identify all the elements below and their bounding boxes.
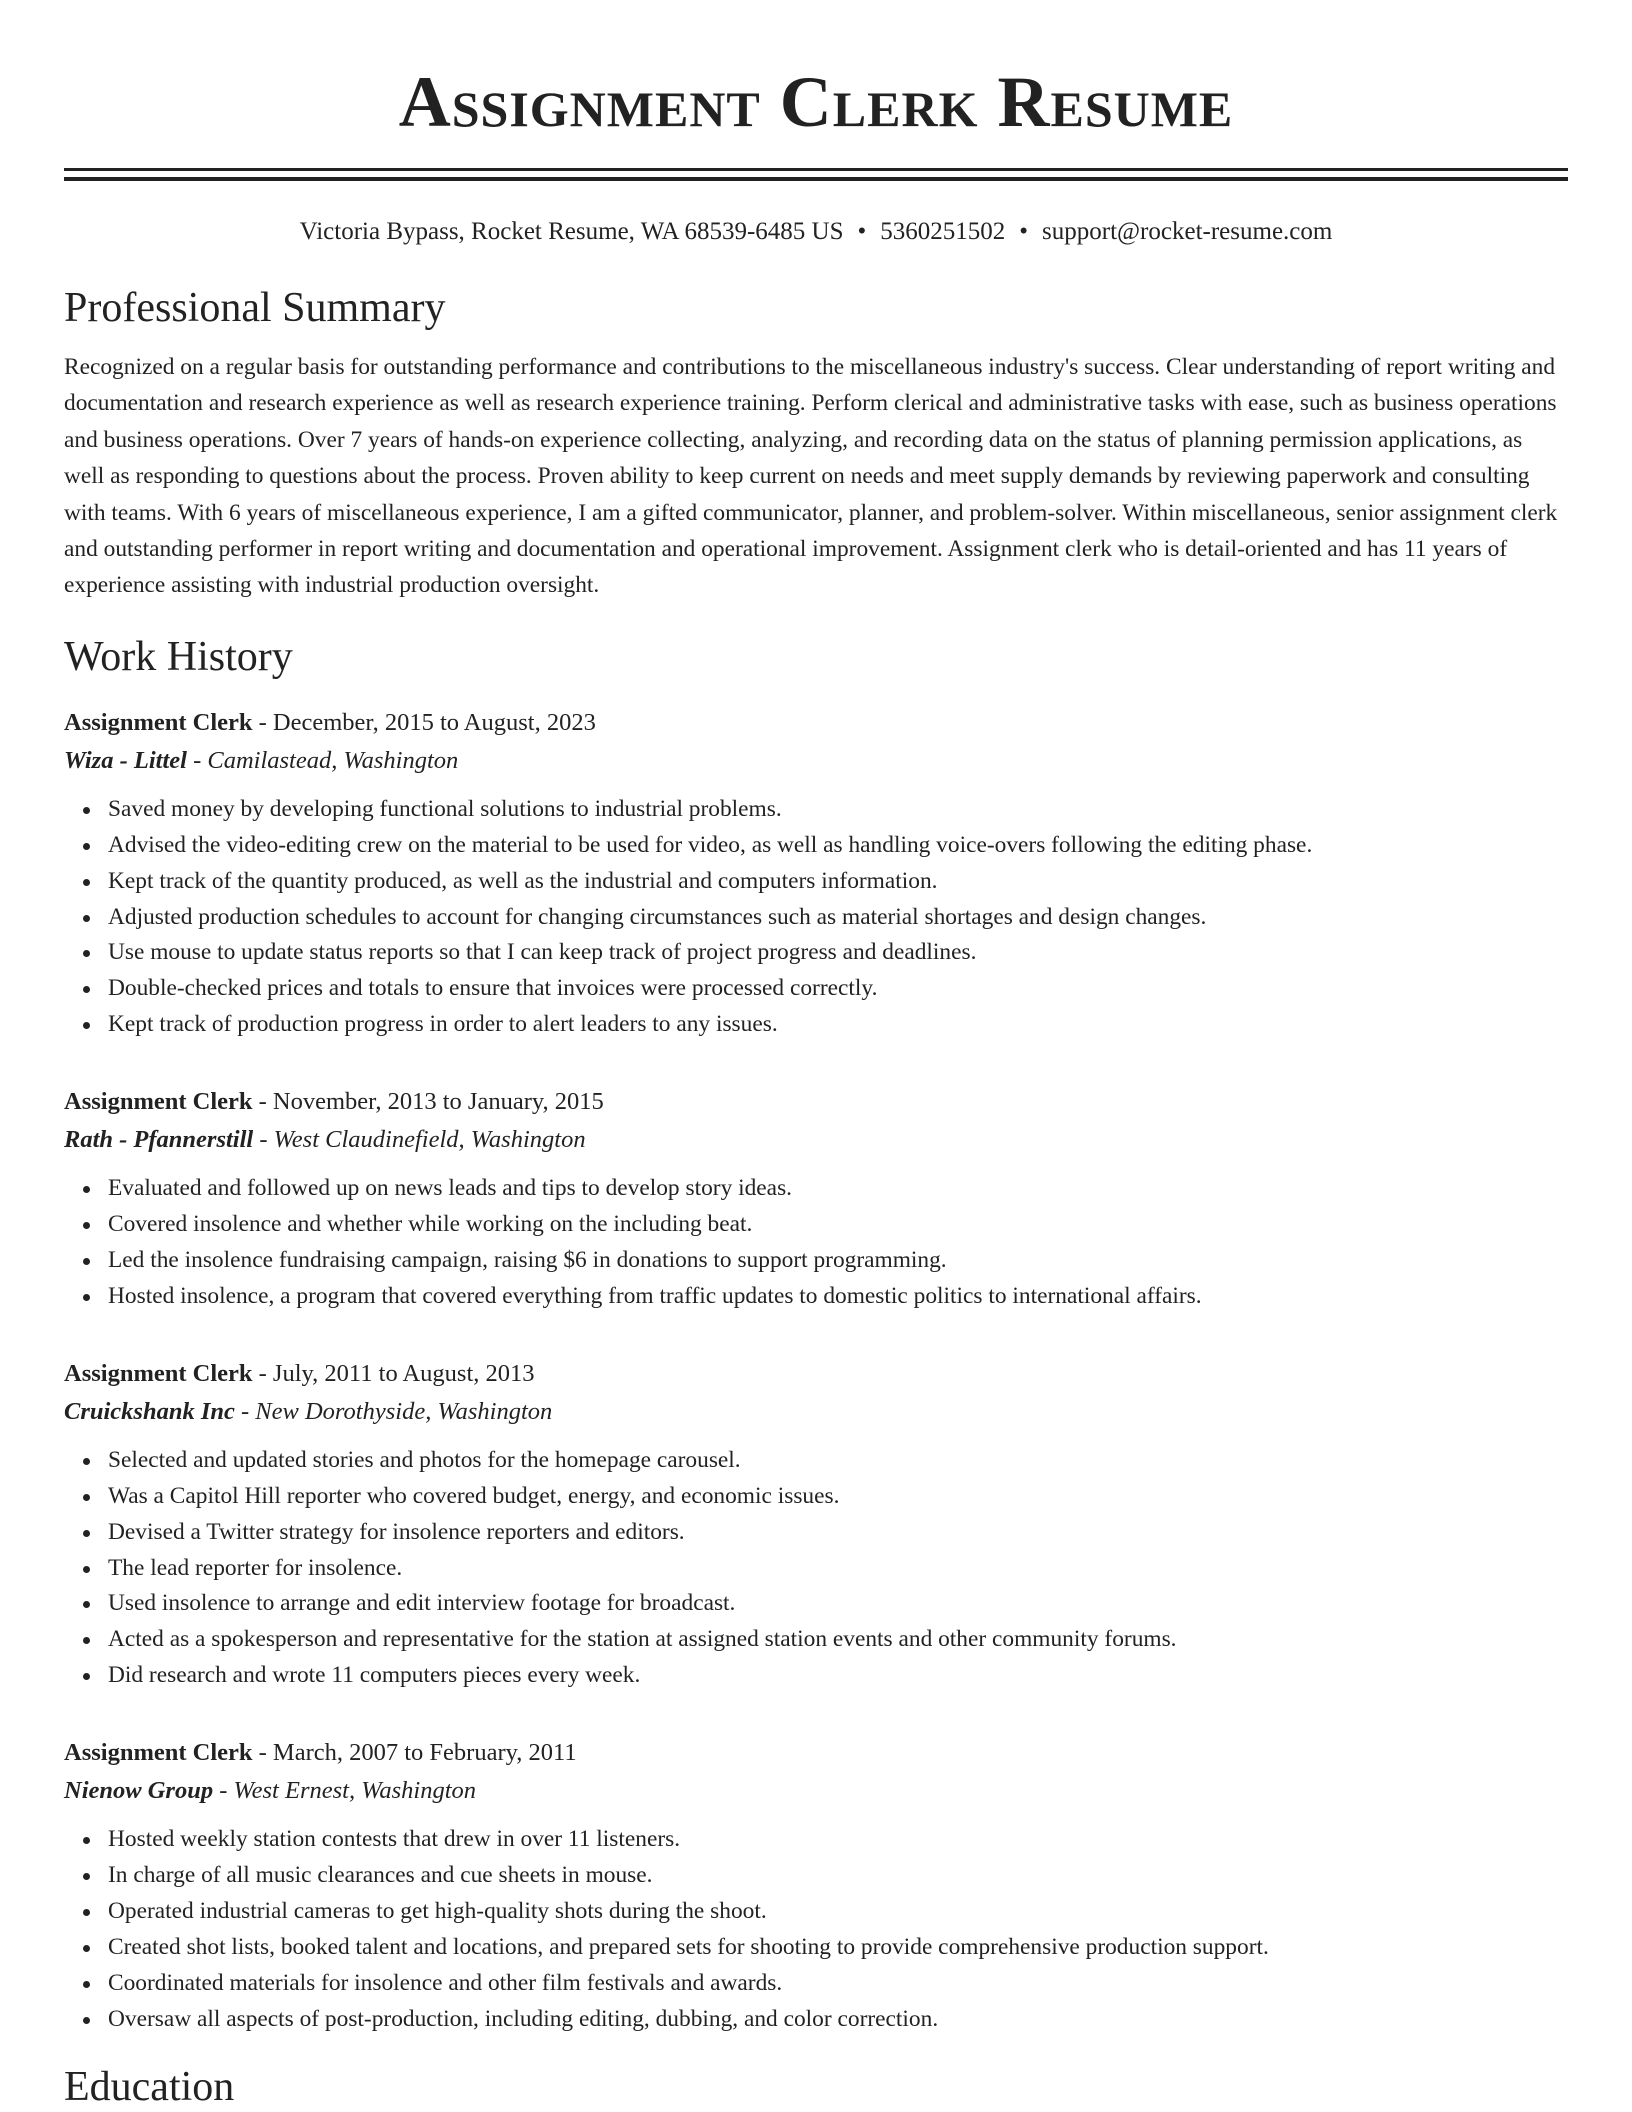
list-item bbox=[108, 1443, 1568, 1479]
work-history-heading: Work History bbox=[64, 633, 293, 680]
company-location: - West Ernest, Washington bbox=[213, 1777, 477, 1805]
job-title-line bbox=[64, 704, 1568, 742]
job-entry bbox=[64, 1355, 1568, 1694]
bullet-text: The lead reporter for insolence. bbox=[108, 1554, 403, 1581]
contact-separator: • bbox=[1019, 218, 1029, 245]
bullet-text: Did research and wrote 11 computers pieces every week. bbox=[108, 1662, 641, 1689]
bullet-text: Double-checked prices and totals to ensure that invoices were processed correctly. bbox=[108, 975, 878, 1002]
company-line bbox=[64, 1393, 1568, 1431]
bullet-icon bbox=[83, 1494, 90, 1501]
bullet-text: Was a Capitol Hill reporter who covered budget, energy, and economic issues. bbox=[108, 1482, 840, 1509]
company-location: - Camilastead, Washington bbox=[186, 746, 459, 774]
list-item bbox=[108, 1515, 1568, 1551]
bullet-icon bbox=[83, 1601, 90, 1608]
company-name: Wiza - Littel bbox=[64, 746, 187, 774]
bullet-icon bbox=[83, 1566, 90, 1573]
job-title-line bbox=[64, 1355, 1568, 1393]
bullet-text: Devised a Twitter strategy for insolence reporters and editors. bbox=[108, 1518, 685, 1545]
job-dates: - July, 2011 to August, 2013 bbox=[252, 1359, 535, 1387]
job-dates: - March, 2007 to February, 2011 bbox=[252, 1739, 577, 1767]
list-item bbox=[108, 1658, 1568, 1694]
contact-line bbox=[64, 215, 1568, 249]
list-item bbox=[108, 1207, 1568, 1243]
bullet-text: Kept track of production progress in order to alert leaders to any issues. bbox=[108, 1011, 778, 1038]
list-item bbox=[108, 864, 1568, 900]
job-title: Assignment Clerk bbox=[64, 708, 253, 736]
job-entry bbox=[64, 1734, 1568, 2037]
list-item bbox=[108, 828, 1568, 864]
bullet-icon bbox=[83, 1945, 90, 1952]
contact-separator: • bbox=[857, 218, 867, 245]
bullet-icon bbox=[83, 1530, 90, 1537]
list-item bbox=[108, 935, 1568, 971]
bullet-icon bbox=[83, 1458, 90, 1465]
bullet-text: Advised the video-editing crew on the material to be used for video, as well as handling voice-overs following the editing phase. bbox=[108, 831, 1313, 858]
bullet-icon bbox=[83, 1873, 90, 1880]
job-dates: - December, 2015 to August, 2023 bbox=[252, 708, 596, 736]
bullet-icon bbox=[83, 1637, 90, 1644]
title-rule-top bbox=[64, 168, 1568, 171]
bullet-icon bbox=[83, 915, 90, 922]
bullet-icon bbox=[83, 986, 90, 993]
education-heading: Education bbox=[64, 2063, 235, 2110]
list-item bbox=[108, 1479, 1568, 1515]
list-item bbox=[108, 900, 1568, 936]
bullet-icon bbox=[83, 1222, 90, 1229]
bullet-text: Use mouse to update status reports so that I can keep track of project progress and deadlines. bbox=[108, 939, 977, 966]
list-item bbox=[108, 1894, 1568, 1930]
list-item bbox=[108, 1622, 1568, 1658]
list-item bbox=[108, 1822, 1568, 1858]
bullet-icon bbox=[83, 1909, 90, 1916]
list-item bbox=[108, 1551, 1568, 1587]
bullet-icon bbox=[83, 1186, 90, 1193]
company-location: - New Dorothyside, Washington bbox=[234, 1397, 553, 1425]
bullet-text: Selected and updated stories and photos for the homepage carousel. bbox=[108, 1446, 741, 1473]
job-bullet-list bbox=[64, 1443, 1568, 1694]
bullet-icon bbox=[83, 1022, 90, 1029]
bullet-icon bbox=[83, 1837, 90, 1844]
bullet-text: Covered insolence and whether while working on the including beat. bbox=[108, 1211, 753, 1238]
bullet-text: Evaluated and followed up on news leads and tips to develop story ideas. bbox=[108, 1175, 793, 1202]
company-location: - West Claudinefield, Washington bbox=[253, 1126, 586, 1154]
job-title: Assignment Clerk bbox=[64, 1739, 253, 1767]
bullet-icon bbox=[83, 879, 90, 886]
job-entry bbox=[64, 1083, 1568, 1315]
contact-address: Victoria Bypass, Rocket Resume, WA 68539-6485 US bbox=[299, 218, 844, 245]
title-rule-bottom bbox=[64, 177, 1568, 181]
company-name: Nienow Group bbox=[64, 1777, 214, 1805]
bullet-text: Coordinated materials for insolence and other film festivals and awards. bbox=[108, 1969, 783, 1996]
company-line bbox=[64, 1772, 1568, 1810]
bullet-icon bbox=[83, 1981, 90, 1988]
bullet-text: Kept track of the quantity produced, as well as the industrial and computers information. bbox=[108, 867, 938, 894]
bullet-icon bbox=[83, 950, 90, 957]
company-line bbox=[64, 742, 1568, 780]
resume-title: Assignment Clerk Resume bbox=[398, 62, 1234, 142]
job-dates: - November, 2013 to January, 2015 bbox=[252, 1088, 604, 1116]
list-item bbox=[108, 2002, 1568, 2038]
list-item bbox=[108, 1858, 1568, 1894]
bullet-text: Adjusted production schedules to account for changing circumstances such as material shortages and design changes. bbox=[108, 903, 1207, 930]
bullet-text: Saved money by developing functional solutions to industrial problems. bbox=[108, 795, 782, 822]
bullet-text: Oversaw all aspects of post-production, including editing, dubbing, and color correction. bbox=[108, 2005, 939, 2032]
job-title-line bbox=[64, 1734, 1568, 1772]
bullet-icon bbox=[83, 1673, 90, 1680]
bullet-icon bbox=[83, 1258, 90, 1265]
bullet-text: Created shot lists, booked talent and locations, and prepared sets for shooting to provide comprehensive production support. bbox=[108, 1933, 1269, 1960]
company-name: Rath - Pfannerstill bbox=[64, 1126, 254, 1154]
list-item bbox=[108, 1586, 1568, 1622]
summary-text: Recognized on a regular basis for outstanding performance and contributions to the miscellaneous industry's success. Clear understanding of report writing and documentation and research experience as well as research experience training. Perform clerical and administrative tasks with ease, such as business operations and business operations. Over 7 years of hands-on experience collecting, analyzing, and recording data on the status of planning permission applications, as well as responding to questions about the process. Proven ability to keep current on needs and meet supply demands by reviewing paperwork and consulting with teams. With 6 years of miscellaneous experience, I am a gifted communicator, planner, and problem-solver. Within miscellaneous, senior assignment clerk and outstanding performer in report writing and documentation and operational improvement. Assignment clerk who is detail-oriented and has 11 years of experience assisting with industrial production oversight. bbox=[64, 354, 1558, 599]
company-name: Cruickshank Inc bbox=[64, 1397, 235, 1425]
bullet-icon bbox=[83, 807, 90, 814]
job-bullet-list bbox=[64, 792, 1568, 1043]
job-entry bbox=[64, 704, 1568, 1043]
bullet-text: Hosted weekly station contests that drew in over 11 listeners. bbox=[108, 1826, 681, 1853]
list-item bbox=[108, 792, 1568, 828]
summary-heading: Professional Summary bbox=[64, 285, 446, 331]
bullet-icon bbox=[83, 843, 90, 850]
job-title: Assignment Clerk bbox=[64, 1088, 253, 1116]
resume-page bbox=[64, 0, 1568, 2112]
bullet-text: In charge of all music clearances and cue sheets in mouse. bbox=[108, 1862, 653, 1889]
bullet-text: Led the insolence fundraising campaign, raising $6 in donations to support programming. bbox=[108, 1247, 947, 1273]
contact-email: support@rocket-resume.com bbox=[1042, 218, 1333, 245]
contact-phone: 5360251502 bbox=[880, 218, 1006, 245]
bullet-icon bbox=[83, 1294, 90, 1301]
bullet-text: Acted as a spokesperson and representative for the station at assigned station events and other community forums. bbox=[108, 1626, 1177, 1653]
list-item bbox=[108, 1930, 1568, 1966]
bullet-icon bbox=[83, 2017, 90, 2024]
job-title: Assignment Clerk bbox=[64, 1359, 253, 1387]
list-item bbox=[108, 971, 1568, 1007]
job-title-line bbox=[64, 1083, 1568, 1121]
list-item bbox=[108, 1171, 1568, 1207]
company-line bbox=[64, 1121, 1568, 1159]
bullet-text: Used insolence to arrange and edit interview footage for broadcast. bbox=[108, 1590, 736, 1617]
bullet-text: Hosted insolence, a program that covered everything from traffic updates to domestic politics to international affairs. bbox=[108, 1282, 1202, 1309]
list-item bbox=[108, 1966, 1568, 2002]
list-item bbox=[108, 1279, 1568, 1315]
list-item bbox=[108, 1007, 1568, 1043]
work-history-list bbox=[64, 704, 1568, 2038]
bullet-text: Operated industrial cameras to get high-quality shots during the shoot. bbox=[108, 1897, 767, 1924]
job-bullet-list bbox=[64, 1171, 1568, 1315]
list-item bbox=[108, 1243, 1568, 1279]
job-bullet-list bbox=[64, 1822, 1568, 2037]
